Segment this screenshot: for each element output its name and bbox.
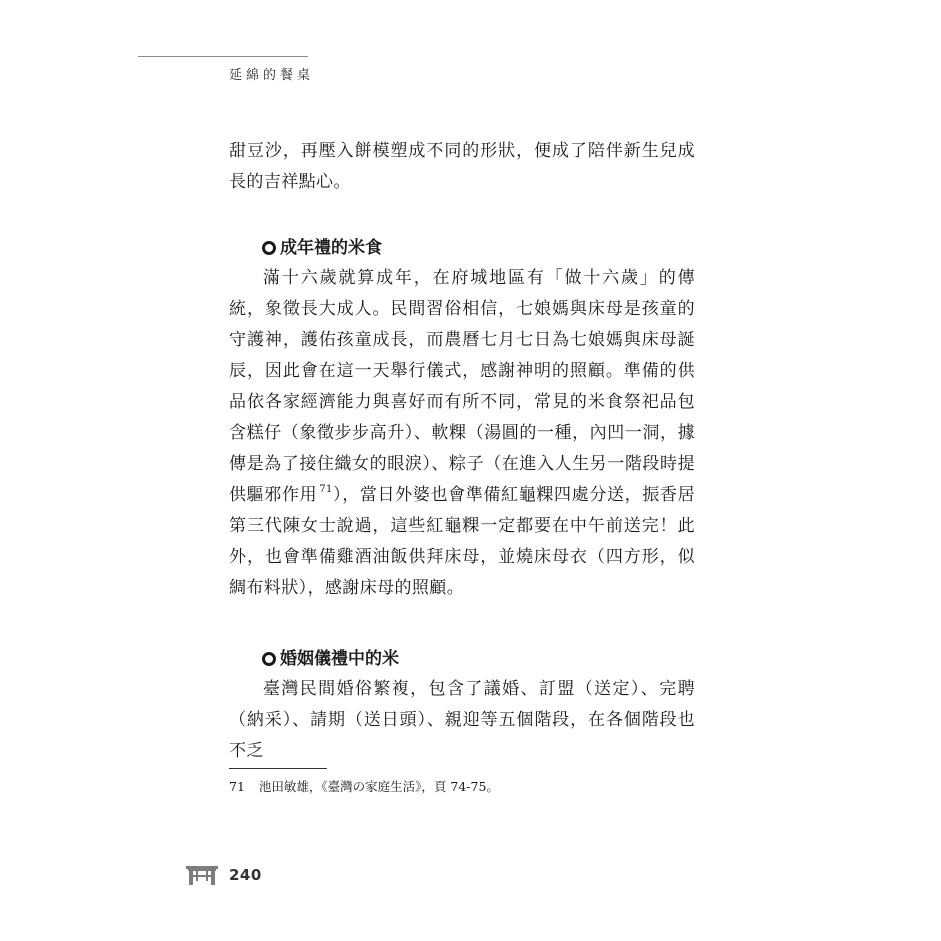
header-rule [138, 56, 308, 57]
page-number: 240 [229, 866, 262, 884]
footnote-ref: 71 [319, 484, 333, 495]
coming-of-age-paragraph [229, 263, 695, 604]
footnote-text: 池田敏雄，《臺灣の家庭生活》，頁 74-75。 [258, 779, 499, 794]
running-head: 延綿的餐桌 [229, 68, 315, 83]
circle-bullet-icon [262, 241, 276, 255]
marriage-paragraph: 臺灣民間婚俗繁複，包含了議婚、訂盟（送定）、完聘（納采）、請期（送日頭）、親迎等五個階段，在各個階段也不乏 [229, 679, 695, 761]
continuation-paragraph: 甜豆沙，再壓入餅模塑成不同的形狀，便成了陪伴新生兒成長的吉祥點心。 [229, 141, 695, 192]
section-heading-marriage [262, 647, 399, 671]
footnote-number: 71 [229, 779, 245, 794]
footnote-rule [229, 768, 327, 769]
footnote [229, 778, 499, 796]
section-heading-coming-of-age [262, 236, 382, 260]
paragraph-text-cont: ），當日外婆也會準備紅龜粿四處分送，振香居第三代陳女士說過，這些紅龜粿一定都要在中午前送完！此外，也會準備雞酒油飯供拜床母，並燒床母衣（四方形，似綢布料狀），感謝床母的照顧。 [229, 485, 695, 598]
table-icon [185, 864, 219, 886]
section-heading-text: 成年禮的米食 [280, 238, 382, 258]
paragraph-text: 滿十六歲就算成年，在府城地區有「做十六歲」的傳統，象徵長大成人。民間習俗相信，七娘媽與床母是孩童的守護神，護佑孩童成長，而農曆七月七日為七娘媽與床母誕辰，因此會在這一天舉行儀式，感謝神明的照顧。準備的供品依各家經濟能力與喜好而有所不同，常見的米食祭祀品包含糕仔（象徵步步高升）、軟粿（湯圓的一種，內凹一洞，據傳是為了接住織女的眼淚）、粽子（在進入人生另一階段時提供驅邪作用 [229, 268, 695, 505]
section-heading-text: 婚姻儀禮中的米 [280, 649, 399, 669]
circle-bullet-icon [262, 652, 276, 666]
